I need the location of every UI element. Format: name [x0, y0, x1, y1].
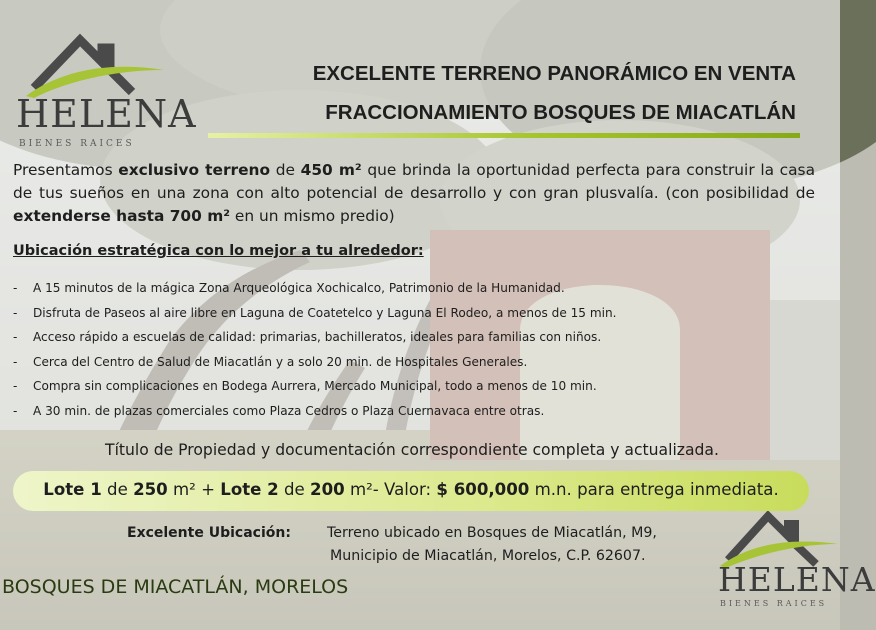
lot-1-size: 250	[133, 480, 168, 499]
intro-bold: exclusivo terreno	[118, 161, 271, 179]
logo-tagline: BIENES RAICES	[19, 139, 135, 149]
headline-line-2: FRACCIONAMIENTO BOSQUES DE MIACATLÁN	[325, 101, 796, 124]
intro-text: que brinda la oportunidad perfecta para construir la casa de tus sueños en una zona con alto potencial de desarrollo y con gran plusvalía. (con posibilidad de	[13, 161, 816, 202]
location-address-line-2: Municipio de Miacatlán, Morelos, C.P. 62607.	[330, 548, 646, 564]
list-item-text: Disfruta de Paseos al aire libre en Laguna de Coatetelco y Laguna El Rodeo, a menos de 15 min.	[33, 305, 617, 320]
price-tail: m.n. para entrega inmediata.	[529, 480, 779, 499]
lot-2-label: Lote 2	[220, 480, 279, 499]
location-label: Excelente Ubicación:	[127, 525, 291, 541]
intro-text: en un mismo predio)	[230, 207, 395, 225]
list-item	[13, 281, 616, 306]
logo-name: HELENA	[718, 560, 876, 599]
bullet-dash: -	[13, 354, 18, 369]
list-item	[13, 330, 616, 355]
list-item-text: Compra sin complicaciones en Bodega Aurrera, Mercado Municipal, todo a menos de 10 min.	[33, 379, 597, 394]
logo-tagline: BIENES RAICES	[720, 599, 828, 608]
bullet-dash: -	[13, 379, 18, 394]
intro-bold: extenderse hasta 700 m²	[13, 207, 230, 225]
bullet-dash: -	[13, 330, 18, 345]
footer-place-name: BOSQUES DE MIACATLÁN, MORELOS	[2, 576, 349, 598]
location-address-line-1: Terreno ubicado en Bosques de Miacatlán, M9,	[327, 525, 657, 541]
helena-logo-top	[14, 18, 197, 149]
headline-line-1: EXCELENTE TERRENO PANORÁMICO EN VENTA	[312, 62, 796, 85]
price-text	[13, 480, 809, 499]
intro-text: de	[270, 161, 301, 179]
bullet-dash: -	[13, 403, 18, 418]
amenities-list	[13, 281, 616, 429]
bullet-dash: -	[13, 305, 18, 320]
headline-underline	[208, 133, 800, 138]
lot-2-size: 200	[310, 480, 345, 499]
list-item	[13, 379, 616, 404]
intro-text: Presentamos	[13, 161, 119, 179]
bullet-dash: -	[13, 281, 18, 295]
price-connector: m² +	[167, 480, 221, 499]
price-amount: $ 600,000	[436, 480, 530, 499]
list-item-text: A 15 minutos de la mágica Zona Arqueológica Xochicalco, Patrimonio de la Humanidad.	[33, 281, 565, 295]
list-item-text: Cerca del Centro de Salud de Miacatlán y a solo 20 min. de Hospitales Generales.	[33, 354, 528, 369]
list-item	[13, 306, 616, 331]
title-deed-note: Título de Propiedad y documentación correspondiente completa y actualizada.	[105, 441, 719, 459]
price-connector: m²- Valor:	[344, 480, 437, 499]
price-connector: de	[101, 480, 134, 499]
lot-1-label: Lote 1	[43, 480, 102, 499]
list-item-text: A 30 min. de plazas comerciales como Plaza Cedros o Plaza Cuernavaca entre otras.	[33, 403, 545, 418]
house-roof-icon	[14, 18, 174, 98]
list-item	[13, 404, 616, 429]
logo-name: HELENA	[16, 92, 197, 136]
intro-bold: 450 m²	[300, 161, 362, 179]
helena-logo-bottom	[712, 498, 876, 613]
list-item-text: Acceso rápido a escuelas de calidad: primarias, bachilleratos, ideales para familias con niños.	[33, 330, 602, 345]
price-connector: de	[278, 480, 311, 499]
intro-paragraph	[13, 159, 815, 228]
list-item	[13, 355, 616, 380]
location-heading: Ubicación estratégica con lo mejor a tu alrededor:	[13, 243, 424, 259]
